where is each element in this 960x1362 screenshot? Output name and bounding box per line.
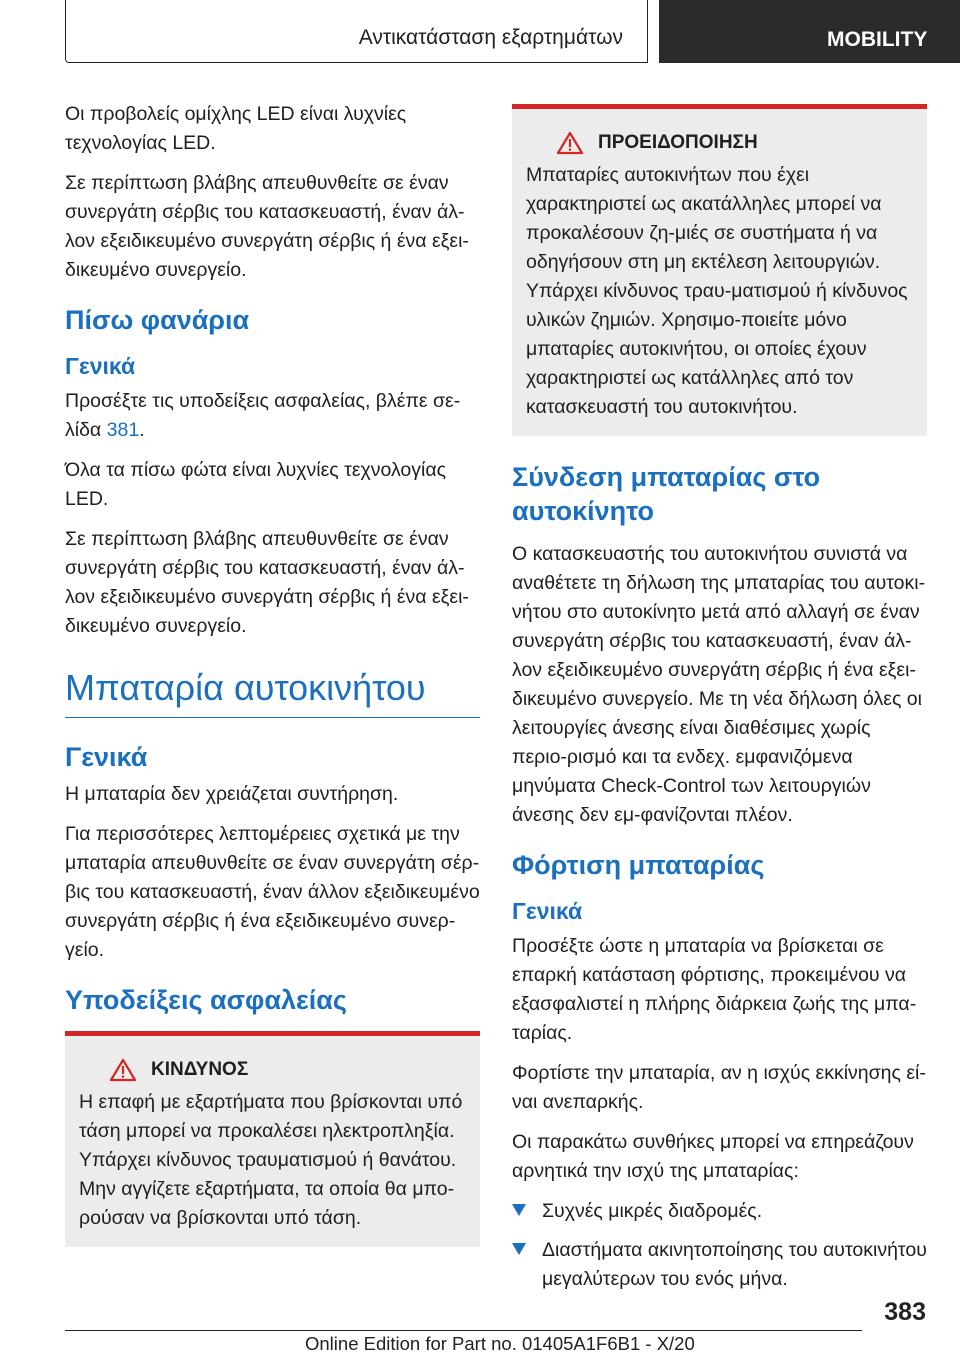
danger-text: Η επαφή με εξαρτήματα που βρίσκονται υπό τάση μπορεί να προκαλέσει ηλεκτροπληξία. Υπάρχει κίνδυνος τραυματισμού ή θανάτου. Μην αγγίζετε εξαρτήματα, τα οποία θα μπο-ρούσαν να βρίσκονται υπό τάση. (79, 1091, 463, 1229)
list-item (512, 1197, 927, 1226)
paragraph: Οι προβολείς ομίχλης LED είναι λυχνίες τεχνολογίας LED. (65, 103, 407, 154)
bullet-list (512, 1197, 927, 1294)
footer-divider (65, 1330, 862, 1331)
paragraph: Ο κατασκευαστής του αυτοκινήτου συνιστά να αναθέτετε τη δήλωση της μπαταρίας του αυτοκι-νήτου στο αυτοκίνητο μετά από αλλαγή σε έναν συνεργάτη σέρβις του κατασκευαστή, έναν άλ-λον εξειδικευμένο συνεργάτη σέρβις ή ένα εξει-δικευμένο συνεργείο. Με τη νέα δήλωση όλες οι λειτουργίες άνεσης είναι διαθέσιμες χωρίς περιο-ρισμό και τα ενδεχ. εμφανιζόμενα μηνύματα Check-Control των λειτουργιών άνεσης δεν εμ-φανίζονται πλέον. (512, 543, 926, 826)
section-tab: MOBILITY (659, 0, 960, 63)
text: Προσέξτε τις υποδείξεις ασφαλείας, βλέπε σε-λίδα (65, 390, 461, 441)
paragraph: Φορτίστε την μπαταρία, αν η ισχύς εκκίνησης εί-ναι ανεπαρκής. (512, 1062, 926, 1113)
heading-general: Γενικά (512, 898, 583, 924)
header-box (65, 0, 648, 63)
paragraph: Σε περίπτωση βλάβης απευθυνθείτε σε έναν συνεργάτη σέρβις του κατασκευαστή, έναν άλ-λον εξειδικευμένο συνεργάτη σέρβις ή ένα εξει-δικευμένο συνεργείο. (65, 172, 469, 281)
warning-title: ΠΡΟΕΙΔΟΠΟΙΗΣΗ (598, 132, 758, 153)
danger-title: ΚΙΝΔΥΝΟΣ (151, 1059, 249, 1080)
heading-general: Γενικά (65, 353, 136, 379)
paragraph: Προσέξτε ώστε η μπαταρία να βρίσκεται σε επαρκή κατάσταση φόρτισης, προκειμένου να εξασφαλιστεί η πλήρης διάρκεια ζωής της μπα-ταρίας. (512, 935, 917, 1044)
warning-box (512, 104, 927, 436)
left-column (65, 100, 480, 1259)
heading-general: Γενικά (65, 742, 148, 772)
danger-header (79, 1058, 466, 1082)
warning-text: Μπαταρίες αυτοκινήτων που έχει χαρακτηριστεί ως ακατάλληλες μπορεί να προκαλέσουν ζη-μιές σε συστήματα ή να οδηγήσουν στη μη εκτέλεση λειτουργιών. Υπάρχει κίνδυνος τραυ-ματισμού ή κίνδυνος υλικών ζημιών. Χρησιμο-ποιείτε μόνο μπαταρίες αυτοκινήτου, οι οποίες έχουν χαρακτηριστεί ως κατάλληλες από τον κατασκευαστή του αυτοκινήτου. (526, 164, 908, 418)
heading-battery-connection: Σύνδεση μπαταρίας στο αυτοκίνητο (512, 462, 821, 526)
heading-vehicle-battery: Μπαταρία αυτοκινήτου (65, 665, 480, 718)
paragraph: Η μπαταρία δεν χρειάζεται συντήρηση. (65, 783, 399, 805)
warning-triangle-icon (109, 1058, 137, 1082)
paragraph: Για περισσότερες λεπτομέρειες σχετικά με την μπαταρία απευθυνθείτε σε έναν συνεργάτη σέρ-βις του κατασκευαστή, έναν άλλον εξειδικευμένο συνεργάτη σέρβις ή ένα εξειδικευμένο συνερ-γείο. (65, 823, 480, 961)
right-column (512, 100, 927, 1304)
page-number: 383 (884, 1298, 926, 1326)
danger-box (65, 1031, 480, 1247)
heading-safety-notes: Υποδείξεις ασφαλείας (65, 985, 347, 1015)
page-link[interactable]: 381 (106, 419, 140, 441)
paragraph (65, 387, 480, 445)
paragraph: Οι παρακάτω συνθήκες μπορεί να επηρεάζουν αρνητικά την ισχύ της μπαταρίας: (512, 1131, 914, 1182)
warning-triangle-icon (556, 131, 584, 155)
edition-text: Online Edition for Part no. 01405A1F6B1 - X/20 (305, 1333, 695, 1354)
paragraph: Όλα τα πίσω φώτα είναι λυχνίες τεχνολογίας LED. (65, 459, 447, 510)
list-item-text: Συχνές μικρές διαδρομές. (542, 1200, 763, 1222)
paragraph: Σε περίπτωση βλάβης απευθυνθείτε σε έναν συνεργάτη σέρβις του κατασκευαστή, έναν άλ-λον εξειδικευμένο συνεργάτη σέρβις ή ένα εξει-δικευμένο συνεργείο. (65, 528, 469, 637)
triangle-bullet-icon (512, 1243, 526, 1255)
list-item (512, 1236, 927, 1294)
heading-battery-charging: Φόρτιση μπαταρίας (512, 850, 765, 880)
warning-header (526, 131, 913, 155)
text: . (139, 419, 145, 441)
chapter-title: Αντικατάσταση εξαρτημάτων (358, 26, 623, 49)
list-item-text: Διαστήματα ακινητοποίησης του αυτοκινήτου μεγαλύτερων του ενός μήνα. (542, 1239, 927, 1290)
heading-rear-lights: Πίσω φανάρια (65, 305, 250, 335)
triangle-bullet-icon (512, 1204, 526, 1216)
